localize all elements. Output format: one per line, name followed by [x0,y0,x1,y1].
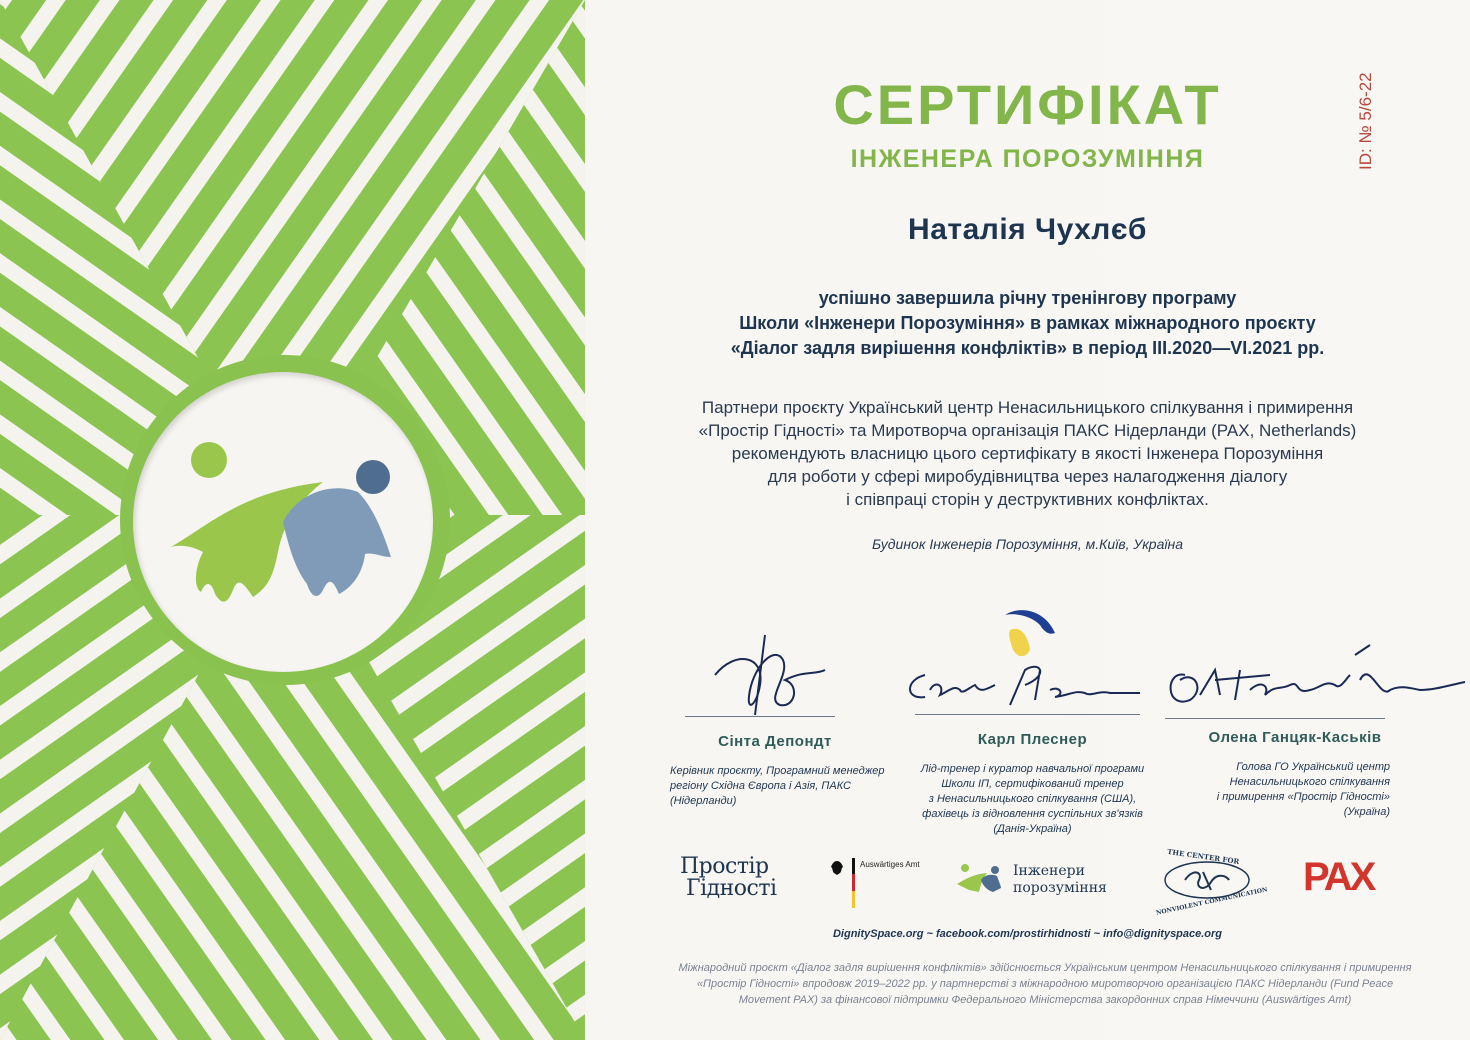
emblem-circle [133,372,433,672]
logo-text: NONVIOLENT COMMUNICATION [1155,886,1269,917]
people-emblem-icon [955,860,1003,896]
recipient-name: Наталія Чухлєб [908,213,1147,246]
role-line: Голова ГО Український центр [1236,761,1390,773]
role-line: (Данія-Україна) [993,823,1072,835]
signature-plesner [900,655,1145,715]
role-line: з Ненасильницького спілкування (США), [928,793,1137,805]
achievement-text [585,286,1470,361]
partners-line: для роботи у сфері миробудівництва через налагодження діалогу [767,467,1288,486]
pattern-stripe [0,0,16,809]
logo-text: Гідності [686,876,777,901]
signatory-role [1180,760,1410,820]
signatory-role [905,762,1160,837]
people-emblem-icon [133,372,433,672]
certificate-id: ID: № 5/6-22 [1356,72,1375,170]
role-line: Керівник проєкту, Програмний менеджер [670,765,885,777]
signature-deponte [705,630,845,720]
signature-line [685,716,835,717]
certificate-content [585,0,1470,1040]
achievement-line: Школи «Інженери Порозуміння» в рамках міжнародного проєкту [739,313,1316,333]
signatory-plesner [905,731,1160,837]
decorative-pattern-panel [0,0,585,1040]
signatory-role [660,764,890,809]
partners-line: рекомендують власницю цього сертифікату в якості Інженера Порозуміння [731,444,1324,463]
logo-text: Інженери [1013,863,1085,879]
signature-hantsiak [1160,640,1470,720]
role-line: і примирення «Простір Гідності» [1216,791,1390,803]
project-funding-note [640,960,1450,1008]
cnvc-logo [1155,846,1269,917]
role-line: Лід-тренер і куратор навчальної програми [920,763,1145,775]
signature-line [915,714,1140,715]
flag-stripe [852,874,855,891]
footer-line: Міжнародний проєкт «Діалог задля вирішення конфліктів» здійснюється Українським центром Ненасильницького спілкування і примирення [678,962,1412,974]
partners-line: Партнери проєкту Український центр Ненасильницького спілкування і примирення [701,398,1354,417]
partners-recommendation [585,396,1470,511]
contact-links: DignitySpace.org ~ facebook.com/prostirhidnosti ~ info@dignityspace.org [832,928,1223,940]
flag-stripe [852,858,855,874]
role-line: (Україна) [1343,806,1390,818]
role-line: (Нідерланди) [670,795,737,807]
role-line: фахівець із відновлення суспільних зв'язків [922,808,1143,820]
footer-line: Movement PAX) за фінансової підтримки Федерального Міністерства закордонних справ Німеччини (Auswärtiges Amt) [738,994,1352,1006]
achievement-line: «Діалог задля вирішення конфліктів» в період III.2020—VI.2021 рр. [730,338,1325,358]
prostir-gidnosti-logo [680,856,800,900]
signatory-name: Олена Ганцяк-Каськів [1208,729,1382,746]
signatory-name: Сінта Депондт [718,733,832,750]
certificate-title: СЕРТИФІКАТ [833,73,1222,136]
role-line: Школи ІП, сертифікований тренер [941,778,1124,790]
logo-text: THE CENTER FOR [1166,846,1240,867]
signatory-deponte [660,733,890,809]
logo-text: Простір [680,854,769,879]
logo-text: Auswärtiges Amt [860,860,920,869]
signatory-hantsiak [1180,729,1410,820]
role-line: Ненасильницького спілкування [1229,776,1390,788]
pax-logo: PAX [1303,855,1374,899]
flag-stripe [852,891,855,908]
partners-line: «Простір Гідності» та Миротворча організація ПАКС Нідерланди (PAX, Netherlands) [698,421,1357,440]
eagle-icon [830,860,844,876]
role-line: регіону Східна Європа і Азія, ПАКС [670,780,852,792]
achievement-line: успішно завершила річну тренінгову програму [818,288,1237,308]
signatory-name: Карл Плеснер [977,731,1088,748]
location-text: Будинок Інженерів Порозуміння, м.Київ, Україна [872,536,1183,552]
signature-line [1165,718,1385,719]
footer-line: «Простір Гідності» впродовж 2019–2022 рр. у партнерстві з міжнародною миротворчою організацією ПАКС Нідерланди (Fund Peace [696,978,1394,990]
partners-line: і співпраці сторін у деструктивних конфліктах. [846,490,1209,509]
certificate-subtitle: ІНЖЕНЕРА ПОРОЗУМІННЯ [850,145,1205,173]
logo-text: порозуміння [1013,880,1107,896]
